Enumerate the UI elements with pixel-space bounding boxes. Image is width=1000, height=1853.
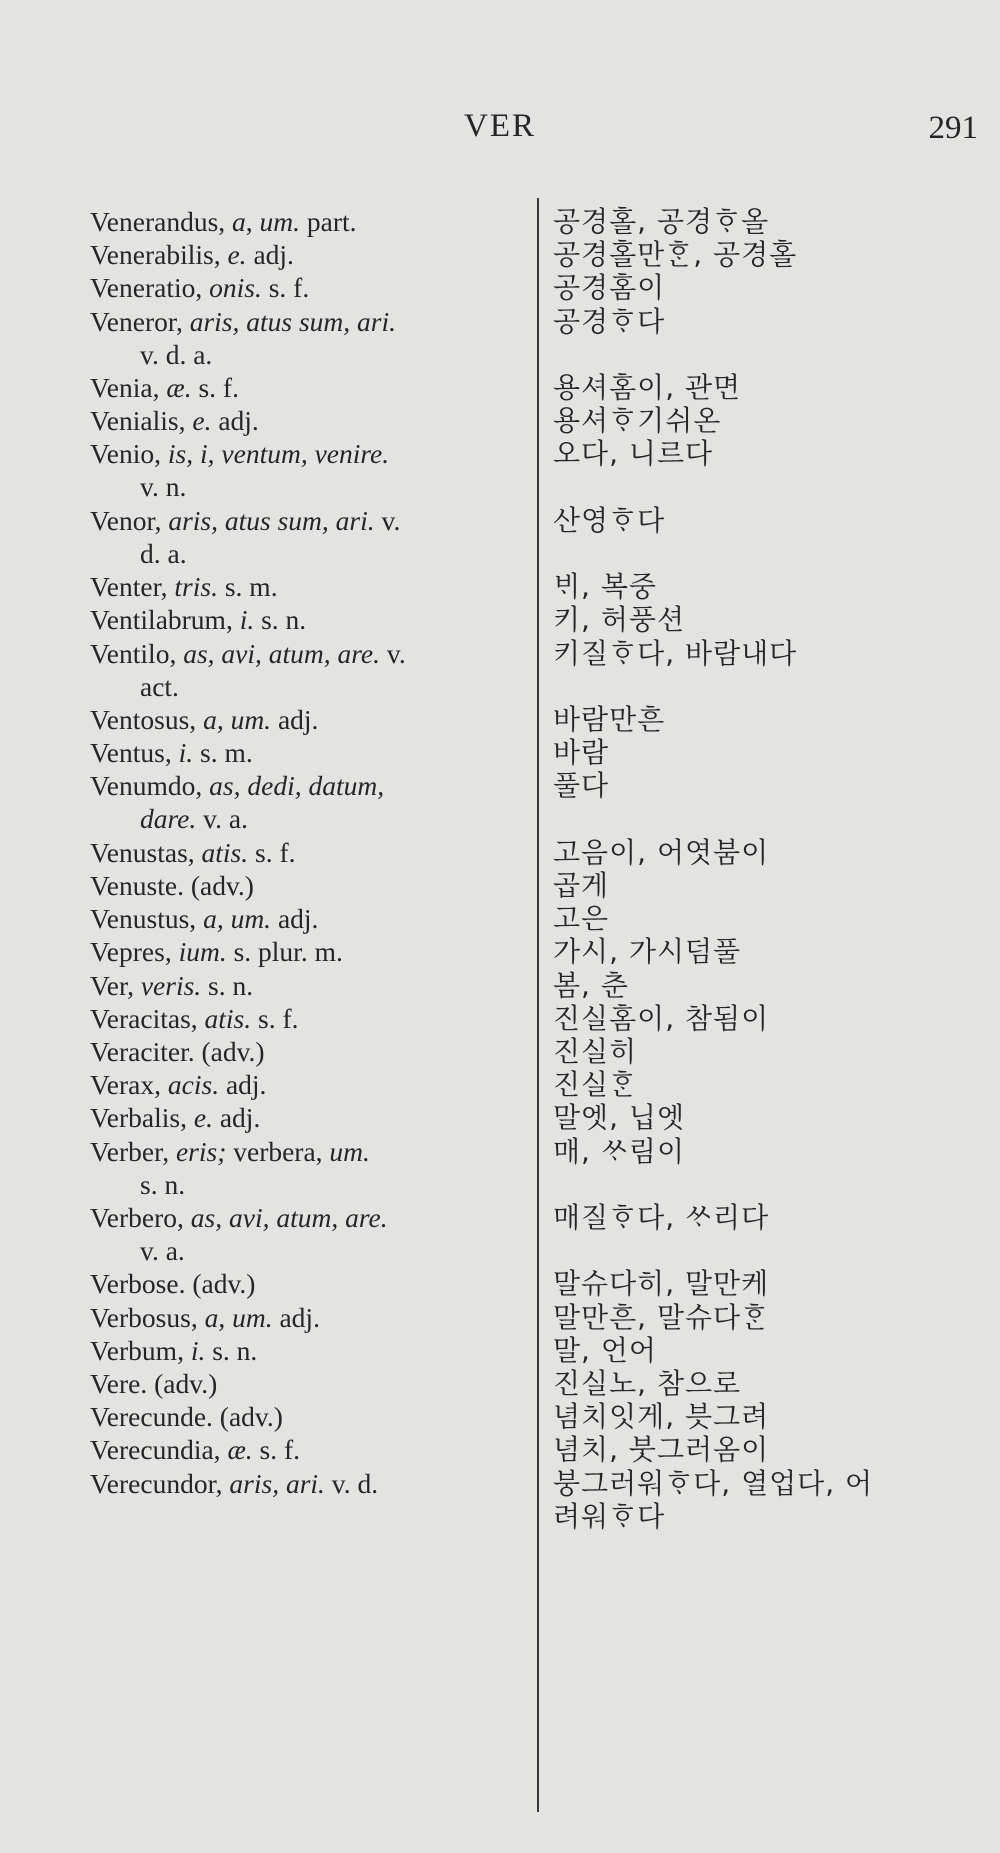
grammar-text — [134, 970, 141, 1001]
grammar-text: , — [245, 206, 260, 237]
latin-headword — [90, 570, 530, 603]
korean-gloss: 진실노, 참으로 — [553, 1367, 742, 1400]
grammar-italic: onis. — [209, 272, 262, 304]
grammar-text: v. d. a. — [140, 338, 213, 370]
grammar-text — [161, 438, 168, 469]
grammar-text: s. f. — [252, 1434, 301, 1466]
grammar-italic: a, um. — [203, 903, 272, 935]
korean-gloss: 붕그러워ᄒᆞ다, 열업다, 어 — [553, 1466, 874, 1500]
grammar-text: verbera, — [226, 1135, 330, 1167]
latin-headword — [90, 437, 530, 503]
korean-gloss: 공경홀, 공경ᄒᆞ올 — [553, 205, 770, 238]
grammar-italic: aris, ari. — [229, 1467, 325, 1499]
grammar-italic: e. — [192, 405, 212, 437]
grammar-italic: a — [232, 206, 246, 237]
latin-headword — [90, 1367, 530, 1400]
korean-gloss: 키질ᄒᆞ다, 바람내다 — [553, 636, 798, 670]
korean-gloss: ᄇᆡ, 복중 — [553, 570, 657, 604]
lemma: Verecundia, — [90, 1434, 221, 1466]
grammar-text: part. — [300, 206, 357, 237]
grammar-italic: as, avi, atum, are. — [183, 637, 381, 669]
grammar-text: s. m. — [193, 737, 253, 769]
lemma: Venter, — [90, 571, 168, 603]
lemma: Venia, — [90, 372, 160, 403]
grammar-continuation — [90, 1234, 530, 1267]
grammar-text — [172, 936, 179, 967]
latin-headword — [90, 637, 530, 703]
korean-gloss: 공경홈이 — [553, 271, 666, 305]
grammar-continuation — [90, 1168, 530, 1201]
grammar-continuation — [90, 338, 530, 371]
grammar-text: adj. — [246, 239, 294, 271]
grammar-text: s. n. — [201, 969, 254, 1001]
korean-gloss: 용셔홈이, 관면 — [553, 371, 742, 404]
grammar-italic: i. — [239, 604, 255, 636]
korean-gloss: 념치, 붓그러옴이 — [553, 1433, 770, 1467]
korean-gloss: 말만흔, 말슈다ᄒᆞᆫ — [553, 1300, 770, 1334]
grammar-italic: aris, atus sum, ari. — [168, 504, 375, 536]
grammar-text: adj. — [219, 1069, 267, 1101]
grammar-text: v. — [380, 637, 406, 669]
page-number: 291 — [928, 110, 978, 146]
grammar-text: s. n. — [254, 604, 307, 636]
grammar-italic: i. — [178, 737, 194, 769]
grammar-italic: e. — [227, 239, 247, 271]
grammar-italic: as, dedi, datum, — [209, 770, 385, 802]
lemma: Venumdo, — [90, 770, 203, 802]
grammar-text: v. d. — [324, 1467, 379, 1499]
grammar-text: s. f. — [248, 836, 296, 868]
lemma: Venialis, — [90, 405, 186, 437]
latin-headword — [90, 1068, 530, 1101]
latin-headword — [90, 1035, 530, 1068]
lemma: Veneratio, — [90, 272, 203, 304]
grammar-text — [161, 1069, 168, 1100]
latin-headword — [90, 1002, 530, 1035]
grammar-italic: eris; — [175, 1135, 227, 1167]
grammar-text — [187, 1102, 194, 1133]
grammar-italic: æ. — [166, 372, 192, 403]
korean-gloss: 말엣, 닙엣 — [553, 1101, 685, 1135]
lemma: Venustas, — [90, 836, 195, 868]
grammar-text: s. f. — [191, 372, 239, 403]
latin-headword — [90, 238, 530, 271]
latin-headword — [90, 1467, 530, 1500]
column-divider — [537, 198, 539, 1812]
korean-gloss: 바람만흔 — [553, 703, 666, 736]
grammar-italic: aris, atus sum, ari. — [189, 305, 396, 337]
grammar-italic: acis. — [167, 1069, 220, 1101]
latin-headword — [90, 769, 530, 835]
lemma: Venustus, — [90, 903, 197, 935]
latin-headword — [90, 371, 530, 404]
grammar-text: s. n. — [205, 1334, 258, 1366]
grammar-text: s. n. — [140, 1168, 186, 1200]
grammar-text: adj. — [211, 405, 259, 437]
lemma: Venuste. — [90, 870, 184, 901]
grammar-text: s. plur. m. — [226, 936, 343, 968]
lemma: Ventus, — [90, 737, 172, 769]
lemma: Verecunde. — [90, 1401, 213, 1433]
latin-headword — [90, 1101, 530, 1134]
grammar-text: act. — [140, 670, 179, 702]
latin-headword — [90, 935, 530, 968]
latin-headword — [90, 969, 530, 1002]
lemma: Venerabilis, — [90, 239, 221, 271]
lemma: Ventosus, — [90, 704, 197, 735]
korean-gloss: 말, 언어 — [553, 1333, 657, 1367]
latin-headword — [90, 1201, 530, 1267]
korean-gloss: 오다, 니르다 — [553, 437, 714, 471]
latin-headword — [90, 1334, 530, 1367]
lemma: Venerandus, — [90, 206, 226, 237]
lemma: Verax, — [90, 1069, 162, 1101]
lemma: Veracitas, — [90, 1002, 198, 1034]
latin-headword — [90, 836, 530, 869]
korean-gloss: 진실ᄒᆞᆫ — [553, 1068, 638, 1102]
korean-gloss: 공경ᄒᆞ다 — [553, 304, 666, 338]
grammar-text: adj. — [272, 1301, 320, 1333]
grammar-continuation — [90, 470, 530, 503]
grammar-text: s. f. — [251, 1002, 299, 1034]
latin-headword — [90, 869, 530, 902]
latin-headword — [90, 603, 530, 636]
grammar-text: s. m. — [217, 571, 278, 603]
korean-gloss: 념치잇게, 븟그려 — [553, 1400, 770, 1434]
grammar-text: v. n. — [140, 471, 187, 503]
korean-gloss: 산영ᄒᆞ다 — [553, 503, 666, 537]
grammar-text: adj. — [271, 704, 319, 735]
grammar-italic: æ. — [227, 1434, 253, 1466]
latin-headword — [90, 703, 530, 736]
grammar-text: v. — [374, 504, 401, 536]
lemma: Vere. — [90, 1368, 148, 1399]
korean-gloss: 키, 허풍션 — [553, 603, 685, 637]
grammar-italic: e. — [193, 1102, 213, 1134]
lemma: Ventilabrum, — [90, 604, 233, 636]
latin-headword — [90, 404, 530, 437]
grammar-text — [198, 1003, 205, 1034]
grammar-italic: veris. — [140, 969, 202, 1001]
korean-gloss-continuation: 려워ᄒᆞ다 — [553, 1499, 666, 1533]
lemma: Verecundor, — [90, 1467, 223, 1499]
grammar-italic: is, i, ventum, venire. — [167, 438, 390, 470]
grammar-italic: dare. — [140, 803, 197, 835]
lemma: Verber, — [90, 1135, 170, 1167]
grammar-text: (adv.) — [147, 1368, 218, 1399]
grammar-italic: a, um. — [203, 704, 272, 735]
korean-gloss: 진실히 — [553, 1035, 638, 1068]
latin-headword — [90, 736, 530, 769]
grammar-text: s. f. — [261, 272, 310, 304]
grammar-continuation — [90, 537, 530, 570]
grammar-text — [184, 1202, 191, 1233]
latin-headword — [90, 1267, 530, 1300]
latin-headword — [90, 902, 530, 935]
grammar-italic: i. — [190, 1334, 206, 1366]
lemma: Venor, — [90, 504, 162, 536]
grammar-text — [233, 604, 240, 635]
korean-gloss: 공경홀만ᄒᆞᆫ, 공경홀 — [553, 238, 798, 272]
korean-gloss: 매질ᄒᆞ다, ᄊᆞ리다 — [553, 1201, 770, 1234]
korean-gloss: 고음이, 어엿붐이 — [553, 835, 770, 869]
grammar-text — [172, 737, 179, 768]
korean-gloss: 진실홈이, 참됨이 — [553, 1001, 770, 1035]
grammar-text — [195, 837, 202, 868]
lemma: Veraciter. — [90, 1036, 195, 1067]
grammar-text — [198, 1302, 205, 1333]
grammar-italic: um. — [259, 206, 301, 237]
lemma: Verbosus, — [90, 1301, 198, 1333]
grammar-text: (adv.) — [183, 870, 254, 901]
korean-gloss: 말슈다히, 말만케 — [553, 1267, 770, 1301]
lemma: Veneror, — [90, 305, 183, 337]
lemma: Ventilo, — [90, 637, 177, 669]
grammar-italic: um. — [329, 1135, 370, 1167]
lemma: Verbum, — [90, 1334, 184, 1366]
lemma: Verbalis, — [90, 1102, 187, 1134]
grammar-text — [169, 1136, 176, 1167]
grammar-text: v. a. — [140, 1235, 185, 1266]
latin-headword — [90, 271, 530, 304]
grammar-italic: atis. — [204, 1002, 252, 1034]
latin-headword — [90, 1400, 530, 1433]
latin-headword — [90, 305, 530, 371]
korean-gloss: 바람 — [553, 736, 610, 770]
grammar-italic: ium. — [178, 936, 227, 968]
lemma: Vepres, — [90, 936, 172, 968]
grammar-text: adj. — [212, 1102, 261, 1134]
grammar-text: (adv.) — [194, 1036, 265, 1067]
korean-gloss: 풀다 — [553, 769, 610, 803]
lemma: Venio, — [90, 438, 162, 470]
grammar-italic: atis. — [201, 836, 249, 868]
latin-headword — [90, 205, 530, 238]
grammar-italic: tris. — [174, 571, 218, 603]
grammar-text: d. a. — [140, 537, 187, 569]
korean-gloss: 가시, 가시덤풀 — [553, 935, 742, 969]
running-head: VER — [464, 108, 536, 144]
grammar-text — [184, 1335, 191, 1366]
grammar-text: adj. — [271, 903, 319, 935]
lemma: Verbero, — [90, 1202, 184, 1233]
korean-gloss: 용셔ᄒᆞ기쉬온 — [553, 404, 722, 438]
grammar-text: (adv.) — [212, 1401, 283, 1433]
grammar-italic: as, avi, atum, are. — [190, 1202, 388, 1233]
grammar-text: v. a. — [196, 803, 248, 835]
latin-headword — [90, 1433, 530, 1466]
lemma: Ver, — [90, 969, 134, 1001]
latin-headword — [90, 1301, 530, 1334]
lemma: Verbose. — [90, 1268, 186, 1300]
korean-gloss: 곱게 — [553, 869, 610, 902]
korean-gloss: 봄, 춘 — [553, 968, 629, 1002]
korean-gloss: 매, ᄊᆞ림이 — [553, 1134, 685, 1168]
grammar-continuation — [90, 802, 530, 835]
page-header — [0, 108, 1000, 154]
grammar-continuation — [90, 670, 530, 703]
grammar-italic: a, um. — [204, 1301, 273, 1333]
grammar-text: (adv.) — [185, 1268, 256, 1300]
grammar-text — [183, 306, 190, 337]
latin-headword — [90, 504, 530, 570]
korean-gloss: 고은 — [553, 902, 610, 936]
latin-headword — [90, 1135, 530, 1201]
